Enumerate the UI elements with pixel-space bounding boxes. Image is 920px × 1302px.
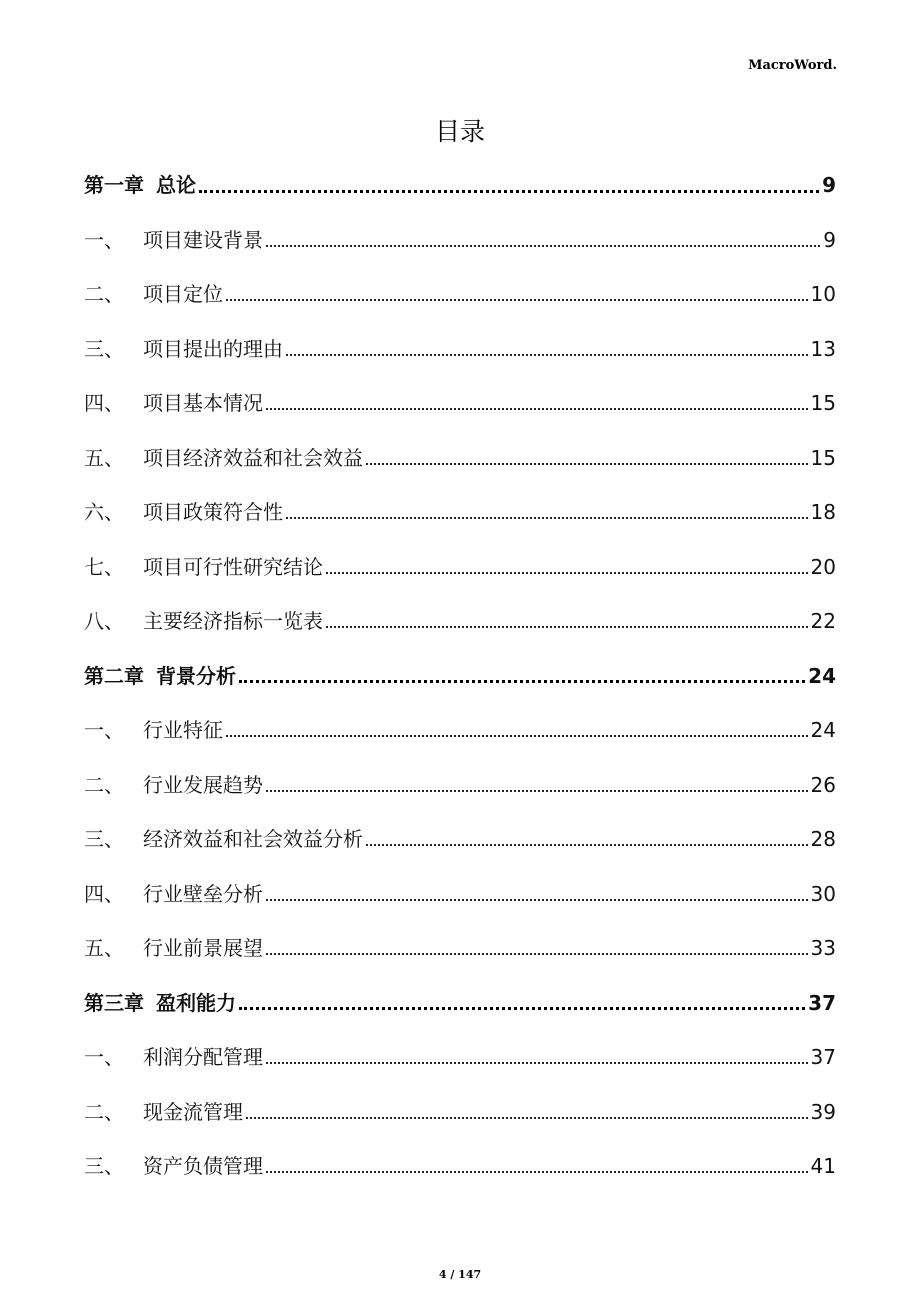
toc-entry-page-number: 30	[810, 881, 836, 906]
toc-entry-number: 三、	[84, 827, 124, 852]
page-indicator: 4 / 147	[438, 1268, 482, 1281]
toc-title: 目录	[434, 117, 485, 146]
toc-entry-page-number: 41	[810, 1154, 836, 1179]
toc-section-entry[interactable]	[84, 867, 836, 922]
toc-entry-page-number: 24	[808, 663, 836, 688]
toc-entry-number: 八、	[84, 609, 124, 634]
toc-entry-label: 项目提出的理由	[143, 336, 283, 361]
toc-section-entry[interactable]	[84, 812, 836, 867]
toc-entry-page-number: 15	[810, 445, 836, 470]
toc-section-entry[interactable]	[84, 703, 836, 758]
toc-chapter-entry[interactable]	[84, 976, 836, 1031]
toc-entry-number: 二、	[84, 1099, 124, 1124]
toc-entry-label: 项目经济效益和社会效益	[143, 445, 363, 470]
toc-entry-page-number: 26	[810, 772, 836, 797]
toc-dot-leader	[199, 190, 819, 193]
toc-entry-number: 二、	[84, 282, 124, 307]
toc-entry-number: 一、	[84, 1045, 124, 1070]
toc-chapter-entry[interactable]	[84, 649, 836, 704]
toc-section-entry[interactable]	[84, 1139, 836, 1194]
toc-section-entry[interactable]	[84, 540, 836, 595]
toc-dot-leader	[286, 354, 808, 356]
toc-entry-label: 行业前景展望	[143, 936, 263, 961]
toc-section-entry[interactable]	[84, 213, 836, 268]
toc-entry-label: 项目基本情况	[143, 391, 263, 416]
toc-section-entry[interactable]	[84, 1030, 836, 1085]
toc-entry-page-number: 9	[823, 227, 836, 252]
toc-dot-leader	[226, 735, 808, 737]
toc-entry-number: 五、	[84, 445, 124, 470]
toc-section-entry[interactable]	[84, 267, 836, 322]
toc-dot-leader	[366, 844, 808, 846]
toc-entry-number: 三、	[84, 1154, 124, 1179]
toc-entry-label: 行业发展趋势	[143, 772, 263, 797]
toc-entry-page-number: 28	[810, 827, 836, 852]
toc-dot-leader	[266, 899, 808, 901]
toc-entry-label: 项目定位	[143, 282, 223, 307]
toc-dot-leader	[239, 1007, 805, 1010]
toc-entry-page-number: 37	[808, 990, 836, 1015]
toc-entry-number: 第二章	[84, 663, 144, 688]
toc-entry-label: 经济效益和社会效益分析	[143, 827, 363, 852]
toc-section-entry[interactable]	[84, 921, 836, 976]
toc-entry-page-number: 24	[810, 718, 836, 743]
toc-entry-page-number: 15	[810, 391, 836, 416]
toc-dot-leader	[326, 572, 808, 574]
toc-entry-label: 项目政策符合性	[143, 500, 283, 525]
toc-entry-number: 第一章	[84, 173, 144, 198]
toc-dot-leader	[326, 626, 808, 628]
toc-entry-number: 四、	[84, 391, 124, 416]
toc-section-entry[interactable]	[84, 1085, 836, 1140]
toc-entry-label: 资产负债管理	[143, 1154, 263, 1179]
toc-entry-page-number: 18	[810, 500, 836, 525]
toc-entry-label: 行业特征	[143, 718, 223, 743]
toc-section-entry[interactable]	[84, 485, 836, 540]
toc-entry-label: 背景分析	[156, 663, 236, 688]
toc-dot-leader	[286, 517, 808, 519]
toc-entry-label: 现金流管理	[143, 1099, 243, 1124]
toc-entry-number: 三、	[84, 336, 124, 361]
toc-entry-page-number: 33	[810, 936, 836, 961]
toc-dot-leader	[239, 680, 805, 683]
toc-entry-number: 一、	[84, 227, 124, 252]
toc-entry-page-number: 20	[810, 554, 836, 579]
toc-entry-page-number: 10	[810, 282, 836, 307]
toc-dot-leader	[266, 1171, 808, 1173]
toc-section-entry[interactable]	[84, 758, 836, 813]
toc-dot-leader	[266, 790, 808, 792]
toc-entry-label: 行业壁垒分析	[143, 881, 263, 906]
toc-entry-number: 二、	[84, 772, 124, 797]
toc-dot-leader	[366, 463, 808, 465]
toc-section-entry[interactable]	[84, 594, 836, 649]
toc-entry-number: 五、	[84, 936, 124, 961]
toc-entry-label: 总论	[156, 173, 196, 198]
toc-entry-number: 一、	[84, 718, 124, 743]
toc-entry-page-number: 13	[810, 336, 836, 361]
table-of-contents	[84, 158, 836, 1194]
toc-section-entry[interactable]	[84, 376, 836, 431]
toc-dot-leader	[226, 299, 808, 301]
toc-section-entry[interactable]	[84, 322, 836, 377]
toc-entry-label: 主要经济指标一览表	[143, 609, 323, 634]
toc-entry-label: 盈利能力	[156, 990, 236, 1015]
toc-entry-page-number: 9	[822, 173, 836, 198]
toc-entry-page-number: 22	[810, 609, 836, 634]
toc-dot-leader	[266, 408, 808, 410]
toc-dot-leader	[266, 1062, 808, 1064]
toc-entry-number: 第三章	[84, 990, 144, 1015]
toc-entry-label: 利润分配管理	[143, 1045, 263, 1070]
toc-entry-number: 六、	[84, 500, 124, 525]
toc-dot-leader	[246, 1117, 808, 1119]
toc-entry-label: 项目可行性研究结论	[143, 554, 323, 579]
toc-section-entry[interactable]	[84, 431, 836, 486]
toc-entry-number: 四、	[84, 881, 124, 906]
toc-entry-page-number: 37	[810, 1045, 836, 1070]
toc-dot-leader	[266, 953, 808, 955]
toc-entry-number: 七、	[84, 554, 124, 579]
toc-entry-page-number: 39	[810, 1099, 836, 1124]
document-header-brand: MacroWord.	[748, 58, 837, 73]
toc-entry-label: 项目建设背景	[143, 227, 263, 252]
toc-chapter-entry[interactable]	[84, 158, 836, 213]
toc-dot-leader	[266, 245, 820, 247]
